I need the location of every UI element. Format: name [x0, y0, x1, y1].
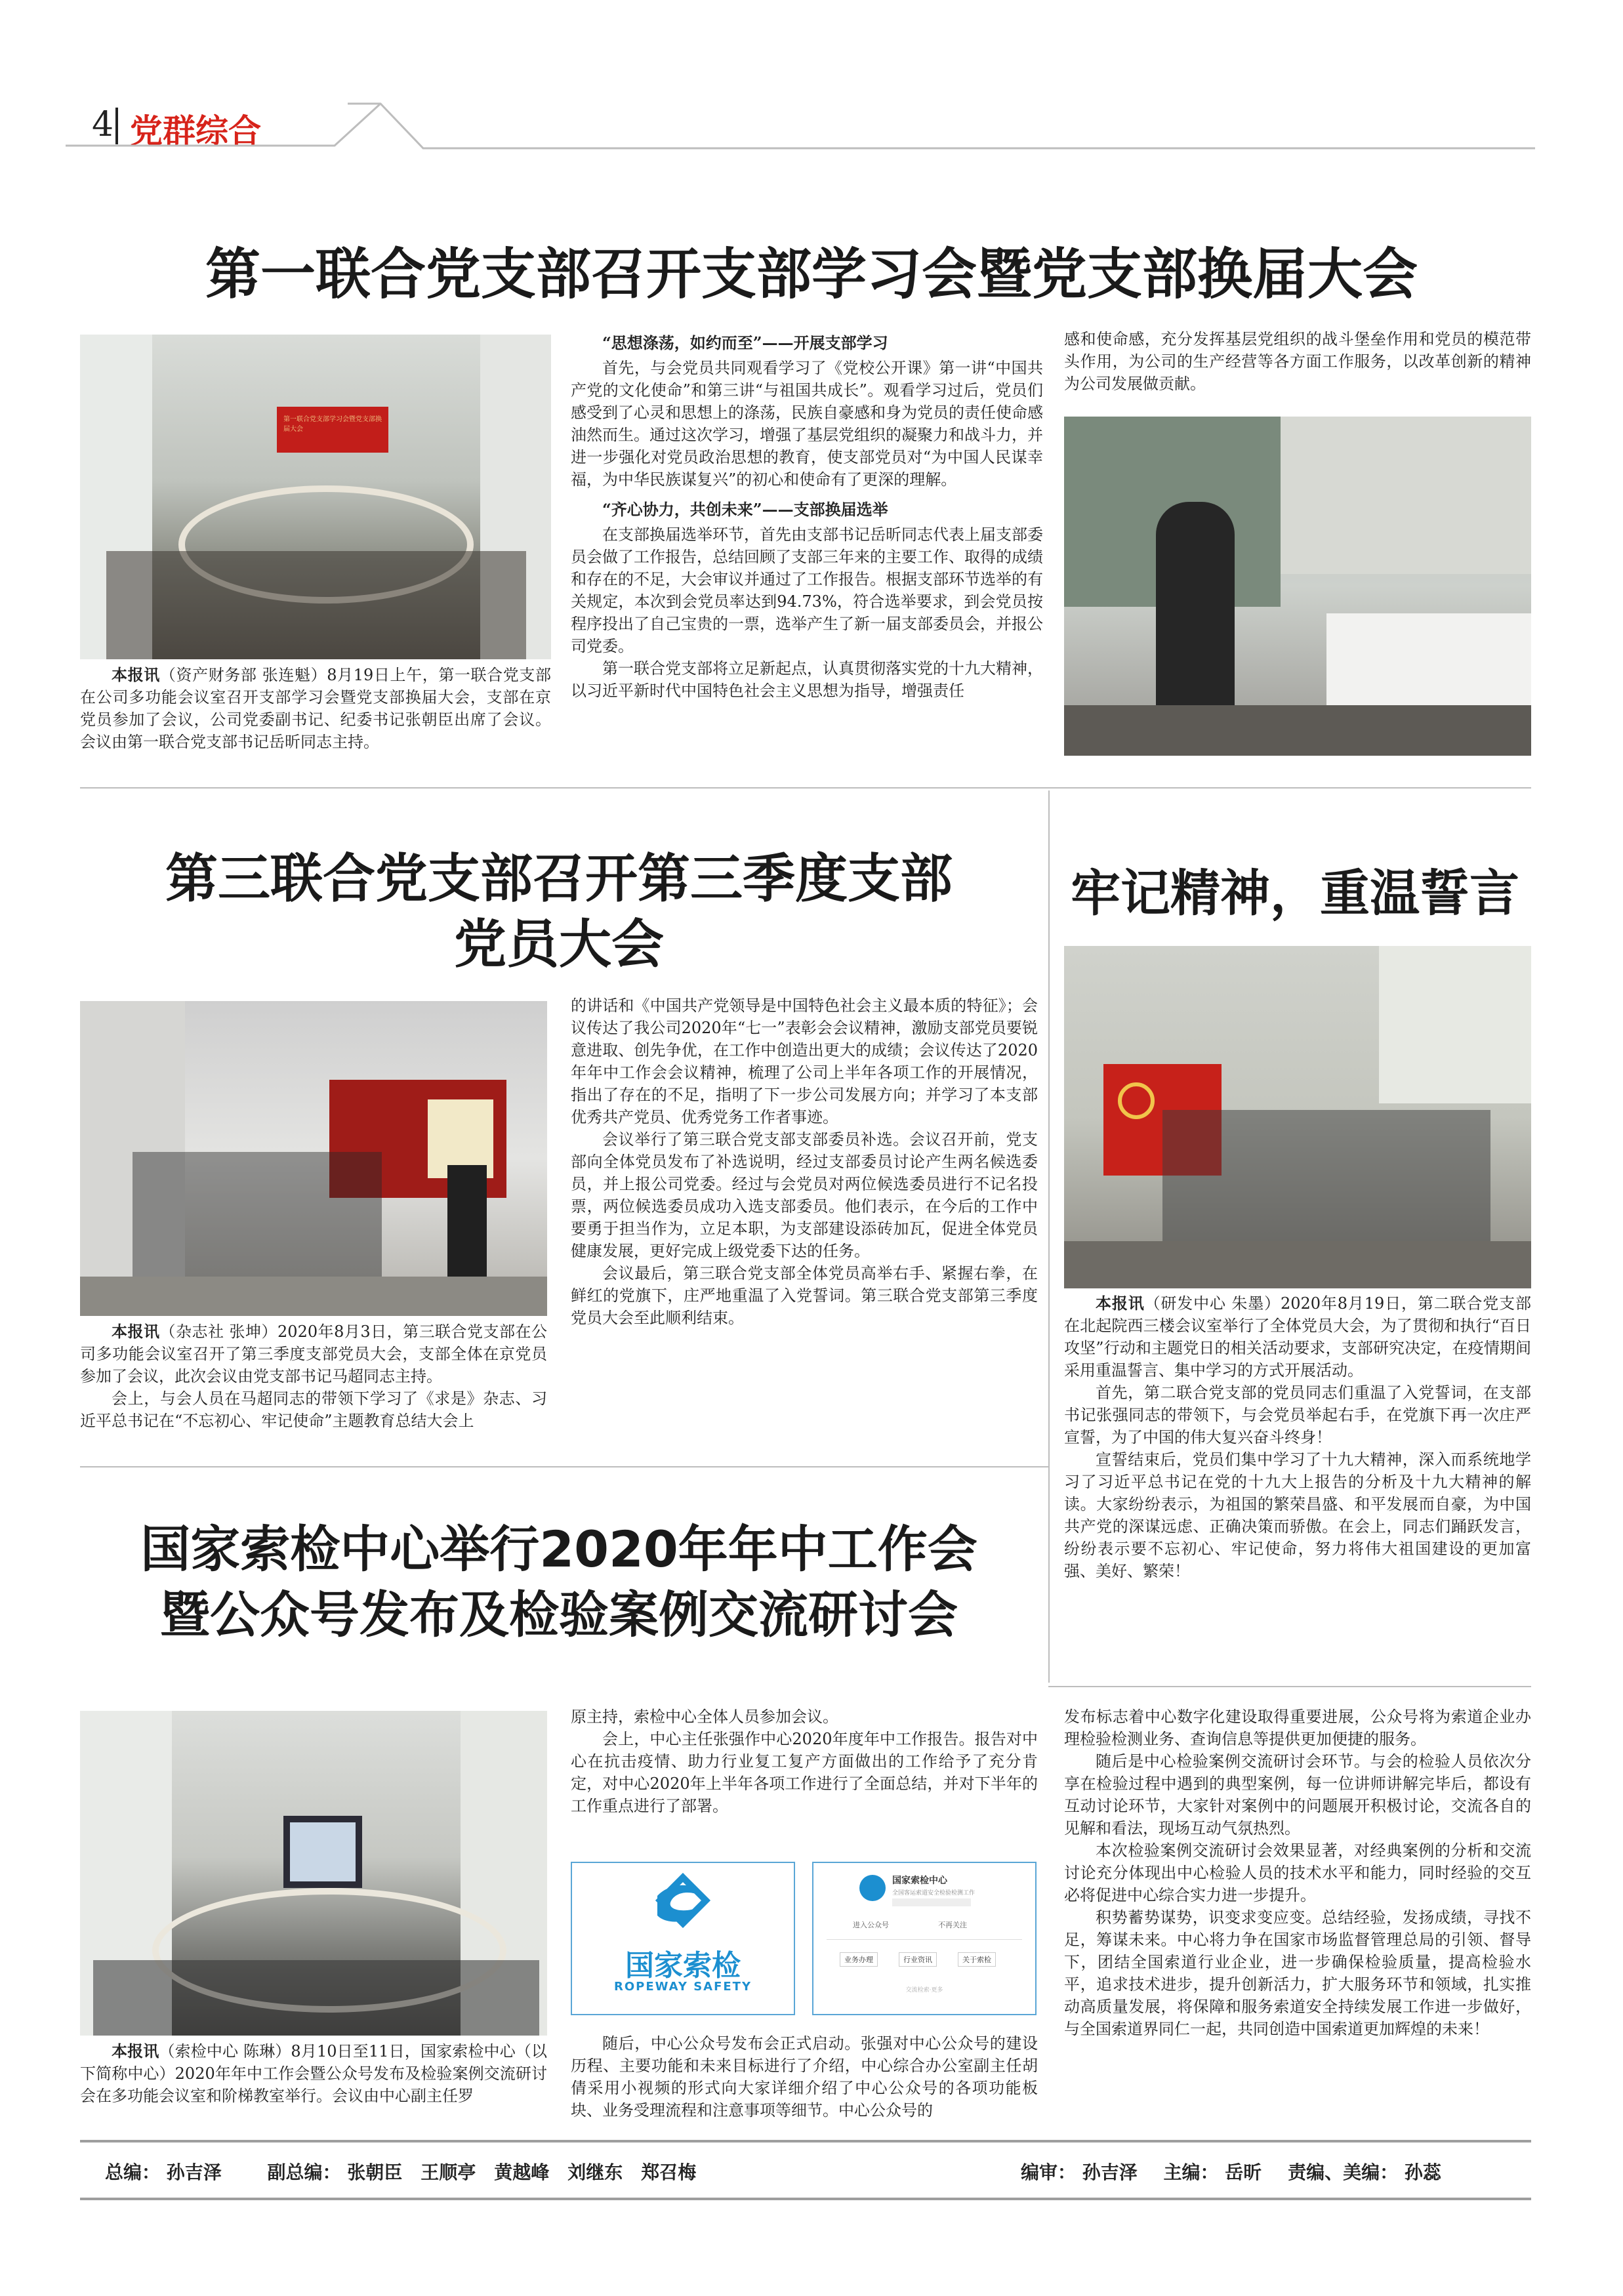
unfollow-button[interactable]: 不再关注: [938, 1921, 967, 1929]
article4-paragraph: 随后是中心检验案例交流研讨会环节。与会的检验人员依次分享在检验过程中遇到的典型案例，每一位讲师讲解完毕后，都设有互动讨论环节，大家针对案例中的问题展开积极讨论，交流各自的见解和看法，现场互动气氛热烈。: [1064, 1752, 1531, 1837]
article1-paragraph: 在支部换届选举环节，首先由支部书记岳昕同志代表上届支部委员会做了工作报告，总结回顾了支部三年来的主要工作、取得的成绩和存在的不足，大会审议并通过了工作报告。根据支部环节选举的有关规定，本次到会党员率达到94.73%，符合选举要求，到会党员按程序投出了自己宝贵的一票，选举产生了新一届支部委员会，并报公司党委。: [571, 525, 1043, 655]
caption-text: 8月19日上午，第一联合党支部在公司多功能会议室召开支部学习会暨党支部换届大会，支部在京党员参加了会议，公司党委副书记、纪委书记张朝臣出席了会议。会议由第一联合党支部书记岳昕同志主持。: [80, 666, 551, 751]
article1-photo1: [80, 335, 551, 659]
article2-title: [80, 846, 1038, 977]
article4-photo: [80, 1711, 547, 2036]
article4-title-line2: 暨公众号发布及检验案例交流研讨会: [160, 1586, 958, 1644]
section-divider: [80, 1466, 1048, 1467]
article4-paragraph: 积势蓄势谋势，识变求变应变。总结经验，发扬成绩，寻找不足，筹谋未来。中心将力争在国家市场监督管理总局的引领、督导下，团结全国索道行业企业，进一步确保检验质量，提高检验水平，追求技术进步，提升创新活力，扩大服务环节和领域，扎实推动高质量发展，将保障和服务索道安全持续发展工作进一步做好，与全国索道界同仁一起，共同创造中国索道更加辉煌的未来！: [1064, 1908, 1531, 2038]
credit-name: 张朝臣 王顺亭 黄越峰 刘继东 郑召梅: [347, 2162, 697, 2183]
article1-subheading-2: “齐心协力，共创未来”——支部换届选举: [602, 500, 888, 519]
article4-paragraph: 本次检验案例交流研讨会效果显著，对经典案例的分析和交流讨论充分体现出中心检验人员的技术水平和能力，同时经验的交互必将促进中心综合实力进一步提升。: [1064, 1841, 1531, 1904]
caption-text: 8月10日至11日，国家索检中心（以下简称中心）2020年年中工作会暨公众号发布及检验案例交流研讨会在多功能会议室和阶梯教室举行。会议由中心副主任罗: [80, 2042, 547, 2105]
article2-caption: [80, 1321, 547, 1432]
menu-tab-news[interactable]: 行业资讯: [899, 1952, 937, 1967]
article3-title: 牢记精神，重温誓言: [1071, 864, 1519, 922]
credit-name: 孙吉泽: [166, 2162, 222, 2183]
article4-paragraph: 原主持，索检中心全体人员参加会议。: [571, 1708, 838, 1726]
article1-column3: [1064, 328, 1531, 395]
article1-column2: [571, 328, 1043, 702]
article4-paragraph: 会上，中心主任张强作中心2020年度年中工作报告。报告对中心在抗击疫情、助力行业复工复产方面做出的工作给予了充分肯定，对中心2020年上半年各项工作进行了全面总结，并对下半年的工作重点进行了部署。: [571, 1730, 1038, 1815]
article4-title: [80, 1517, 1038, 1648]
account-name: 国家索检中心: [892, 1876, 947, 1886]
article2-paragraph: 会议最后，第三联合党支部全体党员高举右手、紧握右拳，在鲜红的党旗下，庄严地重温了入党誓词。第三联合党支部第三季度党员大会至此顺利结束。: [571, 1264, 1038, 1327]
ropeway-logo-en: ROPEWAY SAFETY: [613, 1980, 752, 1994]
footer-rule: [80, 2140, 1531, 2142]
credit-label: 副总编：: [267, 2162, 341, 2183]
more-link[interactable]: 交流检索·更多: [905, 1987, 943, 1994]
account-description: 全国客运索道安全检验检测工作: [892, 1890, 976, 1896]
article4-column2-bottom: [571, 2032, 1038, 2122]
article2-title-line1: 第三联合党支部召开第三季度支部: [165, 848, 953, 909]
menu-tab-about[interactable]: 关于索检: [958, 1952, 996, 1967]
article1-photo2: [1064, 417, 1531, 756]
ropeway-logo-cn: 国家索检: [625, 1949, 741, 1982]
article1-title: 第一联合党支部召开支部学习会暨党支部换届大会: [205, 242, 1418, 306]
credit-label: 总编：: [105, 2162, 161, 2183]
section-divider: [80, 787, 1531, 789]
account-avatar: [859, 1875, 886, 1901]
article3-paragraph: 首先，第二联合党支部的党员同志们重温了入党誓词，在支部书记张强同志的带领下，与会党员举起右手，在党旗下再一次庄严宣誓，为了中国的伟大复兴奋斗终身！: [1064, 1384, 1531, 1446]
article3-paragraph: 宣誓结束后，党员们集中学习了十九大精神，深入而系统地学习了习近平总书记在党的十九大上报告的分析及十九大精神的解读。大家纷纷表示，为祖国的繁荣昌盛、和平发展而自豪，为中国共产党的深谋远虑、正确决策而骄傲。在会上，同志们踊跃发言，纷纷表示要不忘初心、牢记使命，努力将伟大祖国建设的更加富强、美好、繁荣！: [1064, 1450, 1531, 1580]
caption-source: （索检中心 陈琳）: [159, 2042, 291, 2060]
caption-tag: 本报讯: [112, 666, 160, 684]
article2-column2: [571, 994, 1038, 1329]
credit-name: 岳昕: [1225, 2162, 1262, 2183]
article1-paragraph: 第一联合党支部将立足新起点，认真贯彻落实党的十九大精神，以习近平新时代中国特色社会主义思想为指导，增强责任: [571, 659, 1043, 700]
section-name: 党群综合: [130, 112, 261, 150]
caption-source: （研发中心 朱墨）: [1144, 1294, 1281, 1313]
article4-paragraph: 随后，中心公众号发布会正式启动。张强对中心公众号的建设历程、主要功能和未来目标进行了介绍，中心综合办公室副主任胡倩采用小视频的形式向大家详细介绍了中心公众号的各项功能板块、业务受理流程和注意事项等细节。中心公众号的: [571, 2034, 1038, 2120]
article2-paragraph: 的讲话和《中国共产党领导是中国特色社会主义最本质的特征》；会议传达了我公司2020年“七一”表彰会会议精神，激励支部党员要锐意进取、创先争优，在工作中创造出更大的成绩；会议传达了2020年年中工作会会议精神，梳理了公司上半年各项工作的开展情况，指出了存在的不足，指明了下一步公司发展方向；并学习了本支部优秀共产党员、优秀党务工作者事迹。: [571, 996, 1038, 1126]
article4-title-line1: 国家索检中心举行2020年年中工作会: [140, 1520, 977, 1578]
ropeway-logo-box: [571, 1862, 795, 2015]
article4-column3: [1064, 1706, 1531, 2040]
menu-tab-business[interactable]: 业务办理: [840, 1952, 878, 1967]
article4-column2-top: [571, 1706, 1038, 1817]
credit-label: 编审：: [1021, 2162, 1077, 2183]
article1-paragraph: 首先，与会党员共同观看学习了《党校公开课》第一讲“中国共产党的文化使命”和第三讲“与祖国共成长”。观看学习过后，党员们感受到了心灵和思想上的涤荡，民族自豪感和身为党员的责任使命感油然而生。通过这次学习，增强了基层党组织的凝聚力和战斗力，并进一步强化对党员政治思想的教育，使支部党员对“为中国人民谋幸福，为中华民族谋复兴”的初心和使命有了更深的理解。: [571, 359, 1043, 489]
caption-text: 2020年8月19日，第二联合党支部在北起院西三楼会议室举行了全体党员大会，为了贯彻和执行“百日攻坚”行动和主题党日的相关活动要求，支部研究决定，在疫情期间采用重温誓言、集中学习的方式开展活动。: [1064, 1294, 1531, 1380]
page-number: 4: [92, 105, 114, 144]
caption-source: （资产财务部 张连魁）: [159, 666, 327, 684]
credit-name: 孙蕊: [1404, 2162, 1441, 2183]
caption-tag: 本报讯: [112, 1322, 160, 1341]
footer-credits-right: [1021, 2158, 1441, 2184]
article2-paragraph: 会上，与会人员在马超同志的带领下学习了《求是》杂志、习近平总书记在“不忘初心、牢记使命”主题教育总结大会上: [80, 1389, 547, 1430]
article1-caption: [80, 664, 551, 753]
article2-title-line2: 党员大会: [454, 914, 664, 975]
credit-label: 责编、美编：: [1288, 2162, 1399, 2183]
caption-source: （杂志社 张坤）: [159, 1322, 278, 1341]
article1-photo1-banner: 第一联合党支部学习会暨党支部换届大会: [283, 416, 382, 433]
caption-tag: 本报讯: [1096, 1294, 1145, 1313]
wechat-account-screenshot: [812, 1862, 1037, 2015]
article2-paragraph: 会议举行了第三联合党支部支部委员补选。会议召开前，党支部向全体党员发布了补选说明，经过支部委员讨论产生两名候选委员，并上报公司党委。经过与会党员对两位候选委员进行不记名投票，两位候选委员成功入选支部委员。他们表示，在今后的工作中要勇于担当作为，立足本职，为支部建设添砖加瓦，促进全体党员健康发展，更好完成上级党委下达的任务。: [571, 1130, 1038, 1260]
credit-label: 主编：: [1163, 2162, 1219, 2183]
enter-account-button[interactable]: 进入公众号: [853, 1921, 889, 1929]
header-rule: [66, 98, 1548, 157]
article2-photo: [80, 1001, 547, 1316]
caption-tag: 本报讯: [112, 2042, 159, 2060]
article3-text: [1064, 1292, 1531, 1582]
footer-credits-left: [105, 2158, 696, 2184]
article1-subheading-1: “思想涤荡，如约而至”——开展支部学习: [602, 333, 888, 352]
article3-photo: [1064, 946, 1531, 1288]
credit-name: 孙吉泽: [1082, 2162, 1138, 2183]
column-divider: [1048, 790, 1050, 1683]
article1-paragraph: 感和使命感，充分发挥基层党组织的战斗堡垒作用和党员的模范带头作用，为公司的生产经营等各方面工作服务，以改革创新的精神为公司发展做贡献。: [1064, 330, 1531, 393]
footer-rule: [80, 2198, 1531, 2200]
caption-text: 2020年8月3日，第三联合党支部在公司多功能会议室召开了第三季度支部党员大会，支部全体在京党员参加了会议，此次会议由党支部书记马超同志主持。: [80, 1322, 547, 1385]
article4-paragraph: 发布标志着中心数字化建设取得重要进展，公众号将为索道企业办理检验检测业务、查询信息等提供更加便捷的服务。: [1064, 1708, 1531, 1748]
section-divider: [1048, 1686, 1531, 1687]
article4-caption: [80, 2040, 547, 2107]
